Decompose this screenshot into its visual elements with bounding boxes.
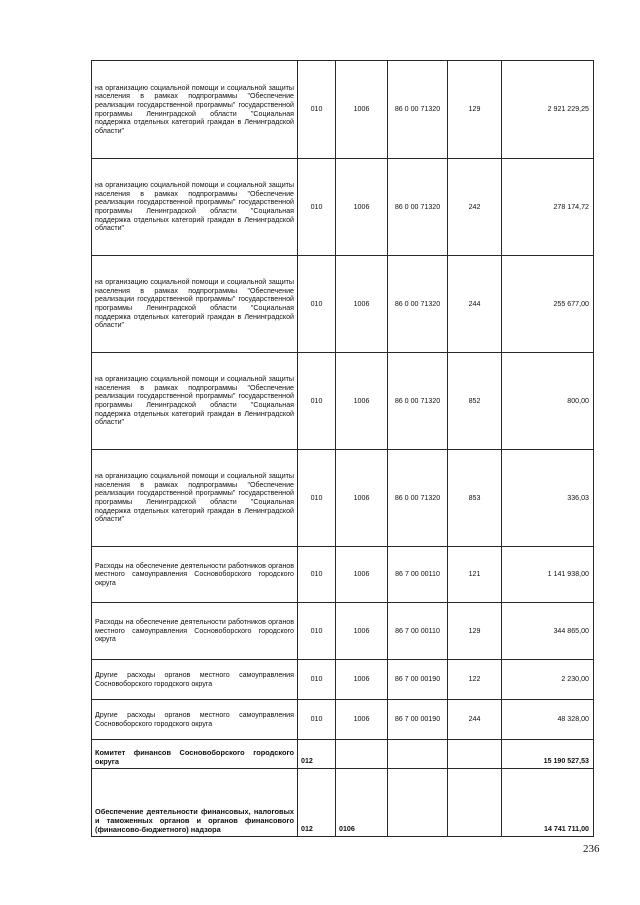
row-section-code: 1006 [336,700,388,740]
row-expense-type: 129 [448,61,502,159]
row-section-code: 1006 [336,159,388,256]
row-amount: 1 141 938,00 [502,547,594,603]
row-admin-code: 010 [298,603,336,660]
row-section-code: 1006 [336,256,388,353]
row-section-code: 1006 [336,603,388,660]
row-admin-code: 010 [298,660,336,700]
table-row [92,61,594,159]
page-number: 236 [583,843,600,855]
row-section-code: 1006 [336,61,388,159]
row-description: на организацию социальной помощи и социальной защиты населения в рамках подпрограммы "Обеспечение реализации государственной программы" государственной программы Ленинградской области "Социальная поддержка отдельных категорий граждан в Ленинградской области" [92,450,298,547]
table-row [92,603,594,660]
row-admin-code: 010 [298,450,336,547]
row-section-code: 1006 [336,450,388,547]
row-expense-type: 129 [448,603,502,660]
row-description: на организацию социальной помощи и социальной защиты населения в рамках подпрограммы "Обеспечение реализации государственной программы" государственной программы Ленинградской области "Социальная поддержка отдельных категорий граждан в Ленинградской области" [92,353,298,450]
row-description: Расходы на обеспечение деятельности работников органов местного самоуправления Сосновоборского городского округа [92,603,298,660]
row-amount: 336,03 [502,450,594,547]
row-admin-code: 010 [298,159,336,256]
row-amount: 14 741 711,00 [502,769,594,837]
row-expense-type: 244 [448,256,502,353]
table-row-total [92,769,594,837]
table-row [92,256,594,353]
row-expense-type: 852 [448,353,502,450]
row-amount: 800,00 [502,353,594,450]
row-description: Другие расходы органов местного самоуправления Сосновоборского городского округа [92,660,298,700]
row-section-code: 1006 [336,547,388,603]
row-amount: 344 865,00 [502,603,594,660]
row-target-code: 86 0 00 71320 [388,159,448,256]
row-expense-type [448,769,502,837]
table-row-total [92,740,594,769]
table-row [92,450,594,547]
row-target-code: 86 0 00 71320 [388,61,448,159]
row-admin-code: 010 [298,61,336,159]
budget-table [91,60,594,837]
row-section-code: 0106 [336,769,388,837]
row-amount: 255 677,00 [502,256,594,353]
row-amount: 2 921 229,25 [502,61,594,159]
table-row [92,159,594,256]
table-row [92,660,594,700]
row-amount: 2 230,00 [502,660,594,700]
row-target-code: 86 0 00 71320 [388,353,448,450]
table-row [92,547,594,603]
row-admin-code: 010 [298,256,336,353]
row-expense-type: 242 [448,159,502,256]
row-admin-code: 012 [298,740,336,769]
row-expense-type: 122 [448,660,502,700]
row-target-code: 86 7 00 00190 [388,700,448,740]
row-admin-code: 012 [298,769,336,837]
row-target-code: 86 7 00 00110 [388,547,448,603]
row-description: на организацию социальной помощи и социальной защиты населения в рамках подпрограммы "Обеспечение реализации государственной программы" государственной программы Ленинградской области "Социальная поддержка отдельных категорий граждан в Ленинградской области" [92,256,298,353]
row-target-code: 86 0 00 71320 [388,256,448,353]
row-target-code [388,740,448,769]
row-description: Другие расходы органов местного самоуправления Сосновоборского городского округа [92,700,298,740]
row-admin-code: 010 [298,547,336,603]
row-expense-type: 853 [448,450,502,547]
row-target-code: 86 7 00 00110 [388,603,448,660]
row-target-code: 86 0 00 71320 [388,450,448,547]
row-target-code: 86 7 00 00190 [388,660,448,700]
row-section-code: 1006 [336,660,388,700]
row-section-code: 1006 [336,353,388,450]
row-description: на организацию социальной помощи и социальной защиты населения в рамках подпрограммы "Обеспечение реализации государственной программы" государственной программы Ленинградской области "Социальная поддержка отдельных категорий граждан в Ленинградской области" [92,61,298,159]
table-row [92,700,594,740]
row-section-code [336,740,388,769]
row-expense-type: 244 [448,700,502,740]
row-description: Комитет финансов Сосновоборского городского округа [92,740,298,769]
row-admin-code: 010 [298,353,336,450]
row-amount: 15 190 527,53 [502,740,594,769]
row-description: Расходы на обеспечение деятельности работников органов местного самоуправления Сосновоборского городского округа [92,547,298,603]
row-amount: 278 174,72 [502,159,594,256]
row-description: Обеспечение деятельности финансовых, налоговых и таможенных органов и органов финансового (финансово-бюджетного) надзора [92,769,298,837]
table-row [92,353,594,450]
row-description: на организацию социальной помощи и социальной защиты населения в рамках подпрограммы "Обеспечение реализации государственной программы" государственной программы Ленинградской области "Социальная поддержка отдельных категорий граждан в Ленинградской области" [92,159,298,256]
row-expense-type: 121 [448,547,502,603]
row-expense-type [448,740,502,769]
row-target-code [388,769,448,837]
row-amount: 48 328,00 [502,700,594,740]
row-admin-code: 010 [298,700,336,740]
